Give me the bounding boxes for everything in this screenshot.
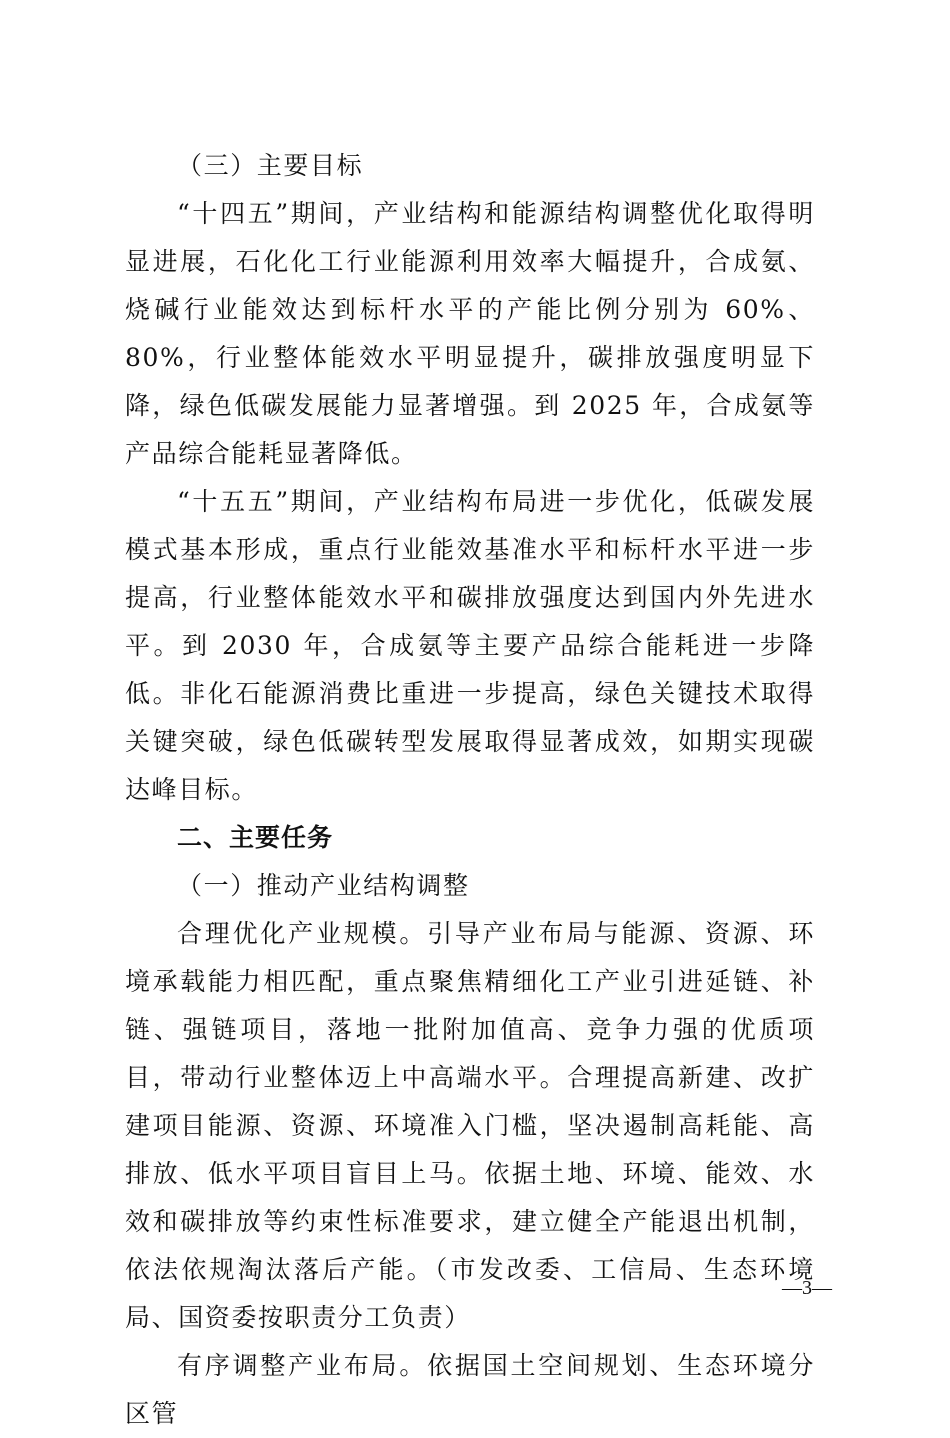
page-number: —3— (782, 1277, 832, 1299)
document-body (125, 142, 815, 1438)
paragraph-optimize-scale: 合理优化产业规模。引导产业布局与能源、资源、环境承载能力相匹配，重点聚焦精细化工产业引进延链、补链、强链项目，落地一批附加值高、竞争力强的优质项目，带动行业整体迈上中高端水平。合理提高新建、改扩建项目能源、资源、环境准入门槛，坚决遏制高耗能、高排放、低水平项目盲目上马。依据土地、环境、能效、水效和碳排放等约束性标准要求，建立健全产能退出机制，依法依规淘汰落后产能。（市发改委、工信局、生态环境局、国资委按职责分工负责） (125, 919, 815, 1332)
paragraph-adjust-layout: 有序调整产业布局。依据国土空间规划、生态环境分区管 (125, 1351, 815, 1428)
paragraph-15th-five-year: “十五五”期间，产业结构布局进一步优化，低碳发展模式基本形成，重点行业能效基准水平和标杆水平进一步提高，行业整体能效水平和碳排放强度达到国内外先进水平。到 2030 年，合成氨等主要产品综合能耗进一步降低。非化石能源消费比重进一步提高，绿色关键技术取得关键突破，绿色低碳转型发展取得显著成效，如期实现碳达峰目标。 (125, 487, 815, 804)
section-heading-main-goals: （三）主要目标 (177, 151, 364, 180)
section-heading-industrial-structure: （一）推动产业结构调整 (177, 871, 470, 900)
section-heading-main-tasks: 二、主要任务 (177, 823, 334, 852)
paragraph-14th-five-year: “十四五”期间，产业结构和能源结构调整优化取得明显进展，石化化工行业能源利用效率大幅提升，合成氨、烧碱行业能效达到标杆水平的产能比例分别为 60%、80%，行业整体能效水平明显提升，碳排放强度明显下降，绿色低碳发展能力显著增强。到 2025 年，合成氨等产品综合能耗显著降低。 (125, 199, 815, 468)
